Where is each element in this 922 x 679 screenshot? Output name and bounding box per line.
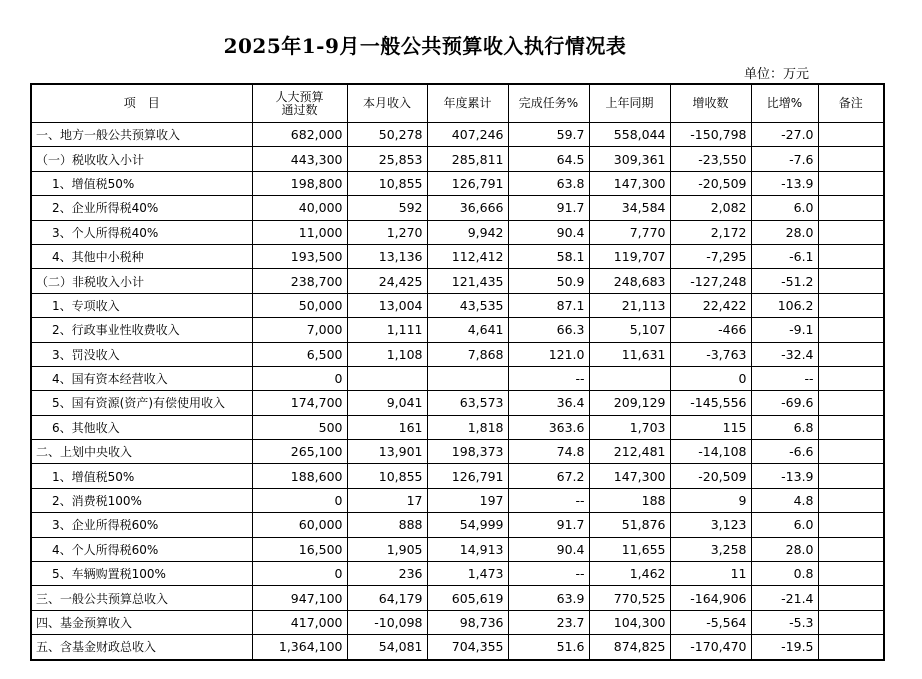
cell-ytd: 605,619	[427, 586, 508, 610]
cell-month: 161	[347, 415, 427, 439]
row-label: 6、其他收入	[31, 415, 252, 439]
cell-increase: -23,550	[670, 147, 751, 171]
cell-prior-year	[589, 366, 670, 390]
cell-growth: -9.1	[751, 318, 818, 342]
cell-month: 13,004	[347, 293, 427, 317]
cell-growth: -6.1	[751, 244, 818, 268]
cell-month: 1,270	[347, 220, 427, 244]
cell-budget: 6,500	[252, 342, 347, 366]
cell-prior-year: 558,044	[589, 123, 670, 147]
cell-budget: 188,600	[252, 464, 347, 488]
cell-ytd: 54,999	[427, 513, 508, 537]
cell-remarks	[818, 537, 884, 561]
cell-growth: 6.0	[751, 196, 818, 220]
cell-ytd: 121,435	[427, 269, 508, 293]
table-row	[31, 318, 884, 342]
cell-completion: --	[508, 366, 589, 390]
cell-remarks	[818, 244, 884, 268]
cell-growth: -51.2	[751, 269, 818, 293]
cell-prior-year: 1,703	[589, 415, 670, 439]
cell-ytd: 1,473	[427, 562, 508, 586]
cell-month: 64,179	[347, 586, 427, 610]
cell-prior-year: 147,300	[589, 464, 670, 488]
cell-prior-year: 34,584	[589, 196, 670, 220]
table-row	[31, 610, 884, 634]
cell-budget: 682,000	[252, 123, 347, 147]
cell-growth: -6.6	[751, 440, 818, 464]
cell-remarks	[818, 610, 884, 634]
row-label: 1、专项收入	[31, 293, 252, 317]
cell-increase: -20,509	[670, 171, 751, 195]
cell-prior-year: 7,770	[589, 220, 670, 244]
table-row	[31, 123, 884, 147]
cell-ytd: 704,355	[427, 635, 508, 660]
cell-month: 24,425	[347, 269, 427, 293]
cell-completion: 36.4	[508, 391, 589, 415]
cell-completion: 58.1	[508, 244, 589, 268]
cell-prior-year: 5,107	[589, 318, 670, 342]
cell-growth: -27.0	[751, 123, 818, 147]
cell-month: 10,855	[347, 171, 427, 195]
cell-completion: 91.7	[508, 196, 589, 220]
cell-budget: 0	[252, 366, 347, 390]
cell-month: 1,905	[347, 537, 427, 561]
table-row	[31, 269, 884, 293]
row-label: 2、行政事业性收费收入	[31, 318, 252, 342]
cell-growth: --	[751, 366, 818, 390]
cell-budget: 11,000	[252, 220, 347, 244]
row-label: 4、国有资本经营收入	[31, 366, 252, 390]
table-row	[31, 391, 884, 415]
cell-prior-year: 147,300	[589, 171, 670, 195]
cell-growth: 106.2	[751, 293, 818, 317]
cell-completion: 63.8	[508, 171, 589, 195]
cell-month: 10,855	[347, 464, 427, 488]
cell-budget: 1,364,100	[252, 635, 347, 660]
cell-remarks	[818, 366, 884, 390]
cell-ytd: 9,942	[427, 220, 508, 244]
table-row	[31, 220, 884, 244]
row-label: 四、基金预算收入	[31, 610, 252, 634]
cell-remarks	[818, 488, 884, 512]
cell-growth: -69.6	[751, 391, 818, 415]
column-header-growth: 比增%	[751, 84, 818, 123]
row-label: 一、地方一般公共预算收入	[31, 123, 252, 147]
row-label: 1、增值税50%	[31, 171, 252, 195]
cell-completion: 23.7	[508, 610, 589, 634]
row-label: 3、个人所得税40%	[31, 220, 252, 244]
table-header-row	[31, 84, 884, 123]
cell-budget: 500	[252, 415, 347, 439]
cell-remarks	[818, 220, 884, 244]
cell-increase: -5,564	[670, 610, 751, 634]
column-header-completion: 完成任务%	[508, 84, 589, 123]
cell-ytd	[427, 366, 508, 390]
cell-increase: 2,172	[670, 220, 751, 244]
cell-remarks	[818, 464, 884, 488]
cell-prior-year: 248,683	[589, 269, 670, 293]
column-header-prior-year: 上年同期	[589, 84, 670, 123]
cell-prior-year: 104,300	[589, 610, 670, 634]
cell-month: 54,081	[347, 635, 427, 660]
cell-ytd: 198,373	[427, 440, 508, 464]
table-row	[31, 635, 884, 660]
cell-growth: -7.6	[751, 147, 818, 171]
cell-completion: --	[508, 488, 589, 512]
row-label: 4、个人所得税60%	[31, 537, 252, 561]
cell-increase: 9	[670, 488, 751, 512]
cell-month: 1,111	[347, 318, 427, 342]
cell-budget: 40,000	[252, 196, 347, 220]
cell-remarks	[818, 586, 884, 610]
cell-growth: 4.8	[751, 488, 818, 512]
cell-ytd: 285,811	[427, 147, 508, 171]
cell-prior-year: 21,113	[589, 293, 670, 317]
unit-label: 单位：万元	[744, 67, 810, 82]
cell-ytd: 98,736	[427, 610, 508, 634]
table-row	[31, 171, 884, 195]
cell-prior-year: 51,876	[589, 513, 670, 537]
cell-increase: -7,295	[670, 244, 751, 268]
cell-ytd: 197	[427, 488, 508, 512]
cell-month	[347, 366, 427, 390]
column-header-item: 项 目	[31, 84, 252, 123]
cell-month: 50,278	[347, 123, 427, 147]
cell-increase: 3,258	[670, 537, 751, 561]
cell-growth: -32.4	[751, 342, 818, 366]
cell-month: 25,853	[347, 147, 427, 171]
cell-ytd: 36,666	[427, 196, 508, 220]
cell-prior-year: 11,631	[589, 342, 670, 366]
cell-prior-year: 11,655	[589, 537, 670, 561]
table-row	[31, 464, 884, 488]
cell-completion: 51.6	[508, 635, 589, 660]
cell-ytd: 14,913	[427, 537, 508, 561]
cell-month: 13,136	[347, 244, 427, 268]
cell-ytd: 63,573	[427, 391, 508, 415]
table-row	[31, 196, 884, 220]
cell-completion: 66.3	[508, 318, 589, 342]
cell-month: 9,041	[347, 391, 427, 415]
table-row	[31, 415, 884, 439]
cell-increase: -20,509	[670, 464, 751, 488]
cell-remarks	[818, 147, 884, 171]
cell-ytd: 126,791	[427, 171, 508, 195]
cell-increase: -14,108	[670, 440, 751, 464]
cell-growth: -21.4	[751, 586, 818, 610]
cell-remarks	[818, 342, 884, 366]
cell-growth: 6.0	[751, 513, 818, 537]
cell-increase: 11	[670, 562, 751, 586]
row-label: （二）非税收入小计	[31, 269, 252, 293]
cell-increase: 2,082	[670, 196, 751, 220]
cell-growth: 28.0	[751, 537, 818, 561]
cell-increase: 3,123	[670, 513, 751, 537]
cell-prior-year: 188	[589, 488, 670, 512]
row-label: 1、增值税50%	[31, 464, 252, 488]
cell-remarks	[818, 635, 884, 660]
table-row	[31, 147, 884, 171]
cell-month: 592	[347, 196, 427, 220]
cell-budget: 0	[252, 562, 347, 586]
cell-completion: 91.7	[508, 513, 589, 537]
cell-remarks	[818, 123, 884, 147]
cell-increase: -170,470	[670, 635, 751, 660]
cell-prior-year: 874,825	[589, 635, 670, 660]
table-row	[31, 366, 884, 390]
cell-completion: 363.6	[508, 415, 589, 439]
cell-growth: -13.9	[751, 171, 818, 195]
cell-completion: 90.4	[508, 220, 589, 244]
table-row	[31, 537, 884, 561]
cell-completion: 121.0	[508, 342, 589, 366]
cell-increase: 0	[670, 366, 751, 390]
cell-completion: 64.5	[508, 147, 589, 171]
table-row	[31, 513, 884, 537]
cell-prior-year: 212,481	[589, 440, 670, 464]
cell-budget: 7,000	[252, 318, 347, 342]
cell-budget: 193,500	[252, 244, 347, 268]
cell-completion: 50.9	[508, 269, 589, 293]
cell-month: -10,098	[347, 610, 427, 634]
page-title: 2025年1-9月一般公共预算收入执行情况表	[223, 34, 627, 58]
cell-month: 17	[347, 488, 427, 512]
row-label: 5、车辆购置税100%	[31, 562, 252, 586]
cell-ytd: 126,791	[427, 464, 508, 488]
cell-budget: 947,100	[252, 586, 347, 610]
row-label: （一）税收收入小计	[31, 147, 252, 171]
cell-remarks	[818, 440, 884, 464]
cell-increase: -466	[670, 318, 751, 342]
cell-prior-year: 119,707	[589, 244, 670, 268]
cell-budget: 443,300	[252, 147, 347, 171]
column-header-month: 本月收入	[347, 84, 427, 123]
cell-prior-year: 770,525	[589, 586, 670, 610]
cell-remarks	[818, 415, 884, 439]
cell-completion: --	[508, 562, 589, 586]
cell-growth: -19.5	[751, 635, 818, 660]
cell-month: 1,108	[347, 342, 427, 366]
table-row	[31, 293, 884, 317]
cell-remarks	[818, 269, 884, 293]
cell-completion: 74.8	[508, 440, 589, 464]
row-label: 3、罚没收入	[31, 342, 252, 366]
row-label: 2、企业所得税40%	[31, 196, 252, 220]
cell-ytd: 4,641	[427, 318, 508, 342]
cell-budget: 0	[252, 488, 347, 512]
cell-month: 13,901	[347, 440, 427, 464]
cell-increase: -3,763	[670, 342, 751, 366]
cell-remarks	[818, 391, 884, 415]
cell-growth: 6.8	[751, 415, 818, 439]
table-row	[31, 586, 884, 610]
cell-prior-year: 209,129	[589, 391, 670, 415]
cell-budget: 60,000	[252, 513, 347, 537]
cell-ytd: 1,818	[427, 415, 508, 439]
cell-completion: 63.9	[508, 586, 589, 610]
column-header-remarks: 备注	[818, 84, 884, 123]
column-header-increase: 增收数	[670, 84, 751, 123]
cell-ytd: 7,868	[427, 342, 508, 366]
cell-prior-year: 1,462	[589, 562, 670, 586]
cell-completion: 67.2	[508, 464, 589, 488]
cell-growth: 28.0	[751, 220, 818, 244]
row-label: 5、国有资源(资产)有偿使用收入	[31, 391, 252, 415]
table-row	[31, 562, 884, 586]
cell-prior-year: 309,361	[589, 147, 670, 171]
cell-increase: -145,556	[670, 391, 751, 415]
column-header-ytd: 年度累计	[427, 84, 508, 123]
row-label: 3、企业所得税60%	[31, 513, 252, 537]
table-row	[31, 440, 884, 464]
cell-increase: -164,906	[670, 586, 751, 610]
cell-budget: 174,700	[252, 391, 347, 415]
cell-ytd: 43,535	[427, 293, 508, 317]
cell-budget: 50,000	[252, 293, 347, 317]
table-row	[31, 244, 884, 268]
cell-increase: -127,248	[670, 269, 751, 293]
cell-ytd: 112,412	[427, 244, 508, 268]
cell-month: 236	[347, 562, 427, 586]
cell-budget: 265,100	[252, 440, 347, 464]
row-label: 4、其他中小税种	[31, 244, 252, 268]
table-row	[31, 342, 884, 366]
cell-budget: 198,800	[252, 171, 347, 195]
cell-ytd: 407,246	[427, 123, 508, 147]
table-row	[31, 488, 884, 512]
column-header-budget: 人大预算 通过数	[252, 84, 347, 123]
cell-increase: -150,798	[670, 123, 751, 147]
cell-remarks	[818, 318, 884, 342]
cell-completion: 59.7	[508, 123, 589, 147]
budget-table	[30, 83, 885, 661]
cell-budget: 238,700	[252, 269, 347, 293]
cell-growth: -5.3	[751, 610, 818, 634]
row-label: 二、上划中央收入	[31, 440, 252, 464]
cell-month: 888	[347, 513, 427, 537]
cell-increase: 115	[670, 415, 751, 439]
cell-completion: 87.1	[508, 293, 589, 317]
cell-completion: 90.4	[508, 537, 589, 561]
cell-remarks	[818, 513, 884, 537]
cell-growth: 0.8	[751, 562, 818, 586]
cell-remarks	[818, 171, 884, 195]
cell-remarks	[818, 562, 884, 586]
cell-remarks	[818, 293, 884, 317]
cell-growth: -13.9	[751, 464, 818, 488]
row-label: 2、消费税100%	[31, 488, 252, 512]
cell-budget: 417,000	[252, 610, 347, 634]
cell-budget: 16,500	[252, 537, 347, 561]
row-label: 三、一般公共预算总收入	[31, 586, 252, 610]
row-label: 五、含基金财政总收入	[31, 635, 252, 660]
cell-increase: 22,422	[670, 293, 751, 317]
cell-remarks	[818, 196, 884, 220]
